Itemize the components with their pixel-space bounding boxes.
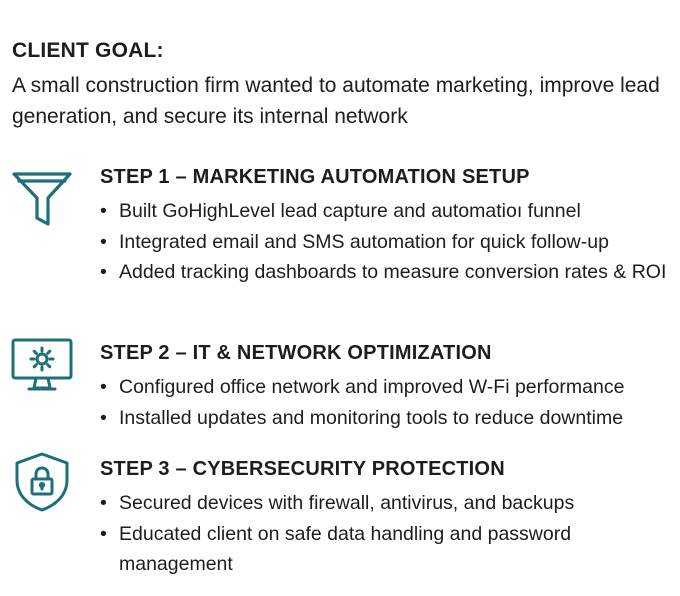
monitor-gear-icon: [10, 334, 74, 398]
funnel-icon: [10, 168, 74, 232]
client-goal-title: CLIENT GOAL:: [12, 39, 164, 62]
step-1-title: STEP 1 – MARKETING AUTOMATION SETUP: [100, 166, 530, 188]
list-item: • Built GoHighLevel lead capture and automatioı funnel: [100, 200, 581, 222]
shield-lock-icon: [10, 450, 74, 514]
list-item: • Integrated email and SMS automation for quick follow-up: [100, 230, 609, 253]
list-item: • Installed updates and monitoring tools to reduce downtime: [100, 406, 624, 429]
list-item: • Added tracking dashboards to measure conversion rates & ROI: [100, 261, 667, 283]
list-item: • Secured devices with firewall, antivirus, and backups: [100, 492, 575, 514]
list-item: • Educated client on safe data handling and password management: [100, 522, 572, 575]
step-2-title: STEP 2 – IT & NETWORK OPTIMIZATION: [100, 342, 492, 364]
step-3-title: STEP 3 – CYBERSECURITY PROTECTION: [100, 458, 505, 480]
list-item: • Configured office network and improved W-Fi performance: [100, 376, 625, 398]
step-3-bullets: [100, 488, 678, 580]
client-goal-section: [12, 38, 672, 132]
step-1-bullets: [100, 196, 678, 288]
step-2-bullets: [100, 372, 678, 433]
client-goal-text: A small construction firm wanted to automate marketing, improve lead generation, and secure its internal network: [12, 74, 660, 128]
